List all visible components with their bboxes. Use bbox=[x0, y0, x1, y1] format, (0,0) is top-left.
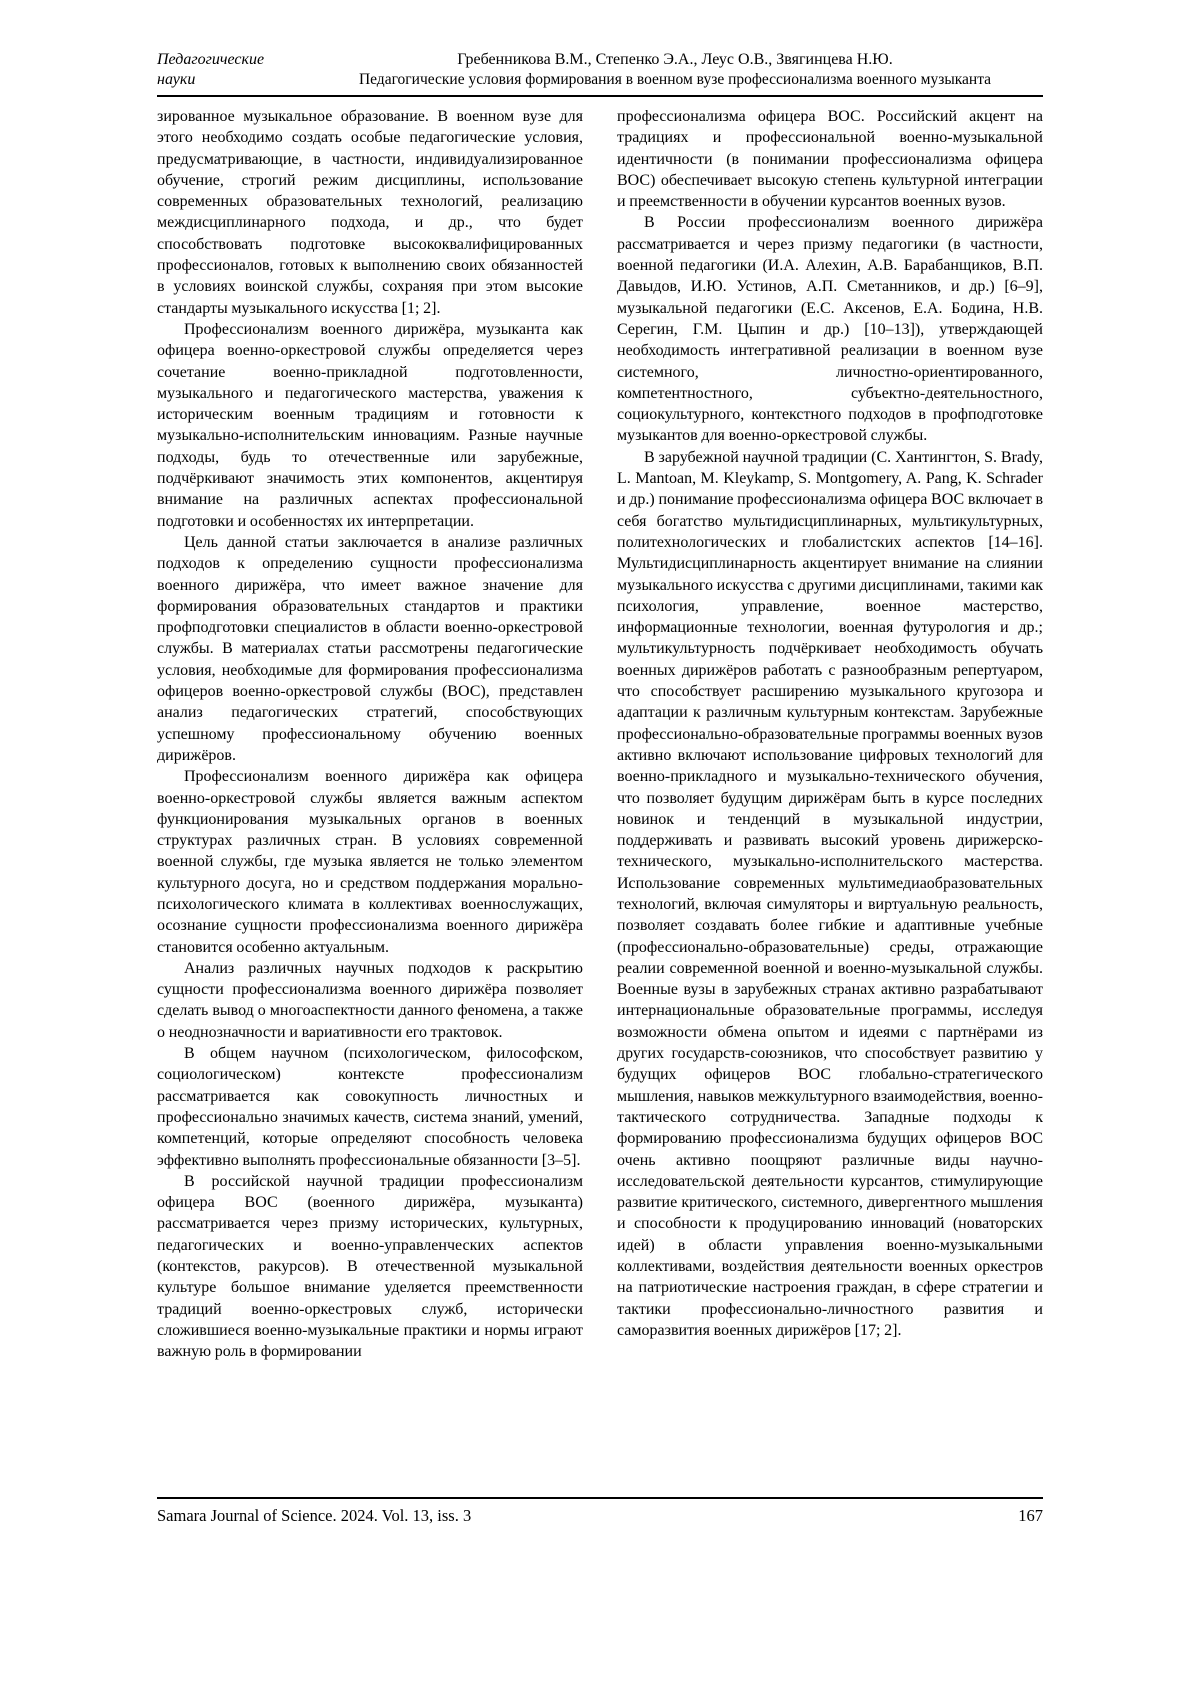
paragraph: В общем научном (психологическом, философском, социологическом) контексте профессионализм рассматривается как совокупность личностных и профессионально значимых качеств, система знаний, умений, компетенций, которые определяют способность человека эффективно выполнять профессиональные обязанности [3–5]. bbox=[157, 1045, 583, 1169]
paragraph: зированное музыкальное образование. В военном вузе для этого необходимо создать особые педагогические условия, предусматривающие, в частности, индивидуализированное обучение, строгий режим дисциплины, использование современных образовательных технологий, реализацию междисциплинарного подхода, и др., что будет способствовать подготовке высококвалифицированных профессионалов, готовых к выполнению своих обязанностей в условиях воинской службы, сохраняя при этом высокие стандарты музыкального искусства [1; 2]. bbox=[157, 108, 583, 317]
authors-line: Гребенникова В.М., Степенко Э.А., Леус О.В., Звягинцева Н.Ю. bbox=[457, 51, 893, 68]
page-header bbox=[157, 50, 1043, 90]
paragraph: Анализ различных научных подходов к раскрытию сущности профессионализма военного дирижёра позволяет сделать вывод о многоаспектности данного феномена, а также о неоднозначности и вариативности его трактовок. bbox=[157, 959, 583, 1041]
paragraph: профессионализма офицера ВОС. Российский акцент на традициях и профессиональной военно-музыкальной идентичности (в понимании профессионализма офицера ВОС) обеспечивает высокую степень культурной интеграции и преемственности в обучении курсантов военных вузов. bbox=[617, 108, 1043, 211]
journal-section-label bbox=[157, 50, 307, 90]
paragraph: В зарубежной научной традиции (С. Хантингтон, S. Brady, L. Mantoan, M. Kleykamp, S. Montgomery, A. Pang, K. Schrader и др.) понимание профессионализма офицера ВОС включает в себя богатство мультидисциплинарных, мультикультурных, политехнологических и глобалистских аспектов [14–16]. Мультидисциплинарность акцентирует внимание на слиянии музыкального искусства с другими дисциплинами, такими как психология, управление, военное мастерство, информационные технологии, военная футурология и др.; мультикультурность подчёркивает необходимость обучать военных дирижёров работать с разнообразным репертуаром, что способствует расширению музыкального кругозора и адаптации к различным культурным контекстам. Зарубежные профессионально-образовательные программы военных вузов активно включают использование цифровых технологий для военно-прикладного и музыкально-технического обучения, что позволяет будущим дирижёрам быть в курсе последних новинок и тенденций в музыкальной индустрии, поддерживать и развивать высокий уровень дирижерско-технического, музыкально-исполнительского мастерства. Использование современных мультимедиаобразовательных технологий, включая симуляторы и виртуальную реальность, позволяет создавать более гибкие и адаптивные учебные (профессионально-образовательные) среды, отражающие реалии современной военной и военно-музыкальной службы. Военные вузы в зарубежных странах активно разрабатывают интернациональные образовательные программы, исследуя возможности обмена опытом и идеями с партнёрами из других государств-союзников, что способствует развитию у будущих офицеров ВОС глобально-стратегического мышления, навыков межкультурного взаимодействия, военно-тактического сотрудничества. Западные подходы к формированию профессионализма будущих офицеров ВОС очень активно поощряют различные виды научно-исследовательской деятельности курсантов, стимулирующие развитие критического, системного, дивергентного мышления и способности к продуцированию инноваций (новаторских идей) в области управления военно-музыкальными коллективами, воздействия деятельности военных оркестров на патриотические настроения граждан, в сфере стратегии и тактики профессионально-личностного развития и саморазвития военных дирижёров [17; 2]. bbox=[617, 448, 1043, 1339]
running-head bbox=[307, 50, 1043, 90]
running-title: Педагогические условия формирования в военном вузе профессионализма военного музыканта bbox=[358, 71, 992, 88]
right-column bbox=[617, 106, 1043, 1496]
section-line2: науки bbox=[157, 71, 196, 88]
page-content bbox=[157, 50, 1043, 1496]
paragraph: Профессионализм военного дирижёра, музыканта как офицера военно-оркестровой службы определяется через сочетание военно-прикладной подготовленности, музыкального и педагогического мастерства, уважения к историческим военным традициям и готовности к музыкально-исполнительским инновациям. Разные научные подходы, будь то отечественные или зарубежные, подчёркивают значимость этих компонентов, акцентируя внимание на различных аспектах профессиональной подготовки и особенностях их интерпретации. bbox=[157, 320, 583, 530]
paragraph: Цель данной статьи заключается в анализе различных подходов к определению сущности профессионализма военного дирижёра, что имеет важное значение для формирования образовательных стандартов и практики профподготовки специалистов в области военно-оркестровой службы. В материалах статьи рассмотрены педагогические условия, необходимые для формирования профессионализма офицеров военно-оркестровой службы (ВОС), представлен анализ педагогических стратегий, способствующих успешному профессиональному обучению военных дирижёров. bbox=[157, 533, 583, 764]
page-number: 167 bbox=[1018, 1506, 1043, 1525]
section-line1: Педагогические bbox=[157, 51, 265, 68]
paragraph: В России профессионализм военного дирижёра рассматривается и через призму педагогики (в частности, военной педагогики (И.А. Алехин, А.В. Барабанщиков, В.П. Давыдов, И.Ю. Устинов, А.П. Сметанников, и др.) [6–9], музыкальной педагогики (Е.С. Аксенов, Е.А. Бодина, Н.В. Серегин, Г.М. Цыпин и др.) [10–13]), утверждающей необходимость интегративной реализации в военном вузе системного, личностно-ориентированного, компетентностного, субъектно-деятельностного, социокультурного, контекстного подходов в профподготовке музыкантов для военно-оркестровой службы. bbox=[617, 214, 1043, 445]
article-body bbox=[157, 106, 1043, 1496]
left-column bbox=[157, 106, 583, 1496]
header-rule bbox=[157, 95, 1043, 97]
paragraph: Профессионализм военного дирижёра как офицера военно-оркестровой службы является важным аспектом функционирования музыкальных органов в военных структурах различных стран. В условиях современной военной службы, где музыка является не только элементом культурного досуга, но и средством поддержания морально-психологического климата в коллективах военнослужащих, осознание сущности профессионализма военного дирижёра становится особенно актуальным. bbox=[157, 768, 583, 956]
paragraph: В российской научной традиции профессионализм офицера ВОС (военного дирижёра, музыканта) рассматривается через призму исторических, культурных, педагогических и военно-управленческих аспектов (контекстов, ракурсов). В отечественной музыкальной культуре большое внимание уделяется преемственности традиций военно-оркестровых служб, исторически сложившиеся военно-музыкальные практики и нормы играют важную роль в формировании bbox=[157, 1172, 583, 1361]
journal-citation: Samara Journal of Science. 2024. Vol. 13, iss. 3 bbox=[157, 1506, 472, 1525]
page-footer bbox=[157, 1497, 1043, 1526]
